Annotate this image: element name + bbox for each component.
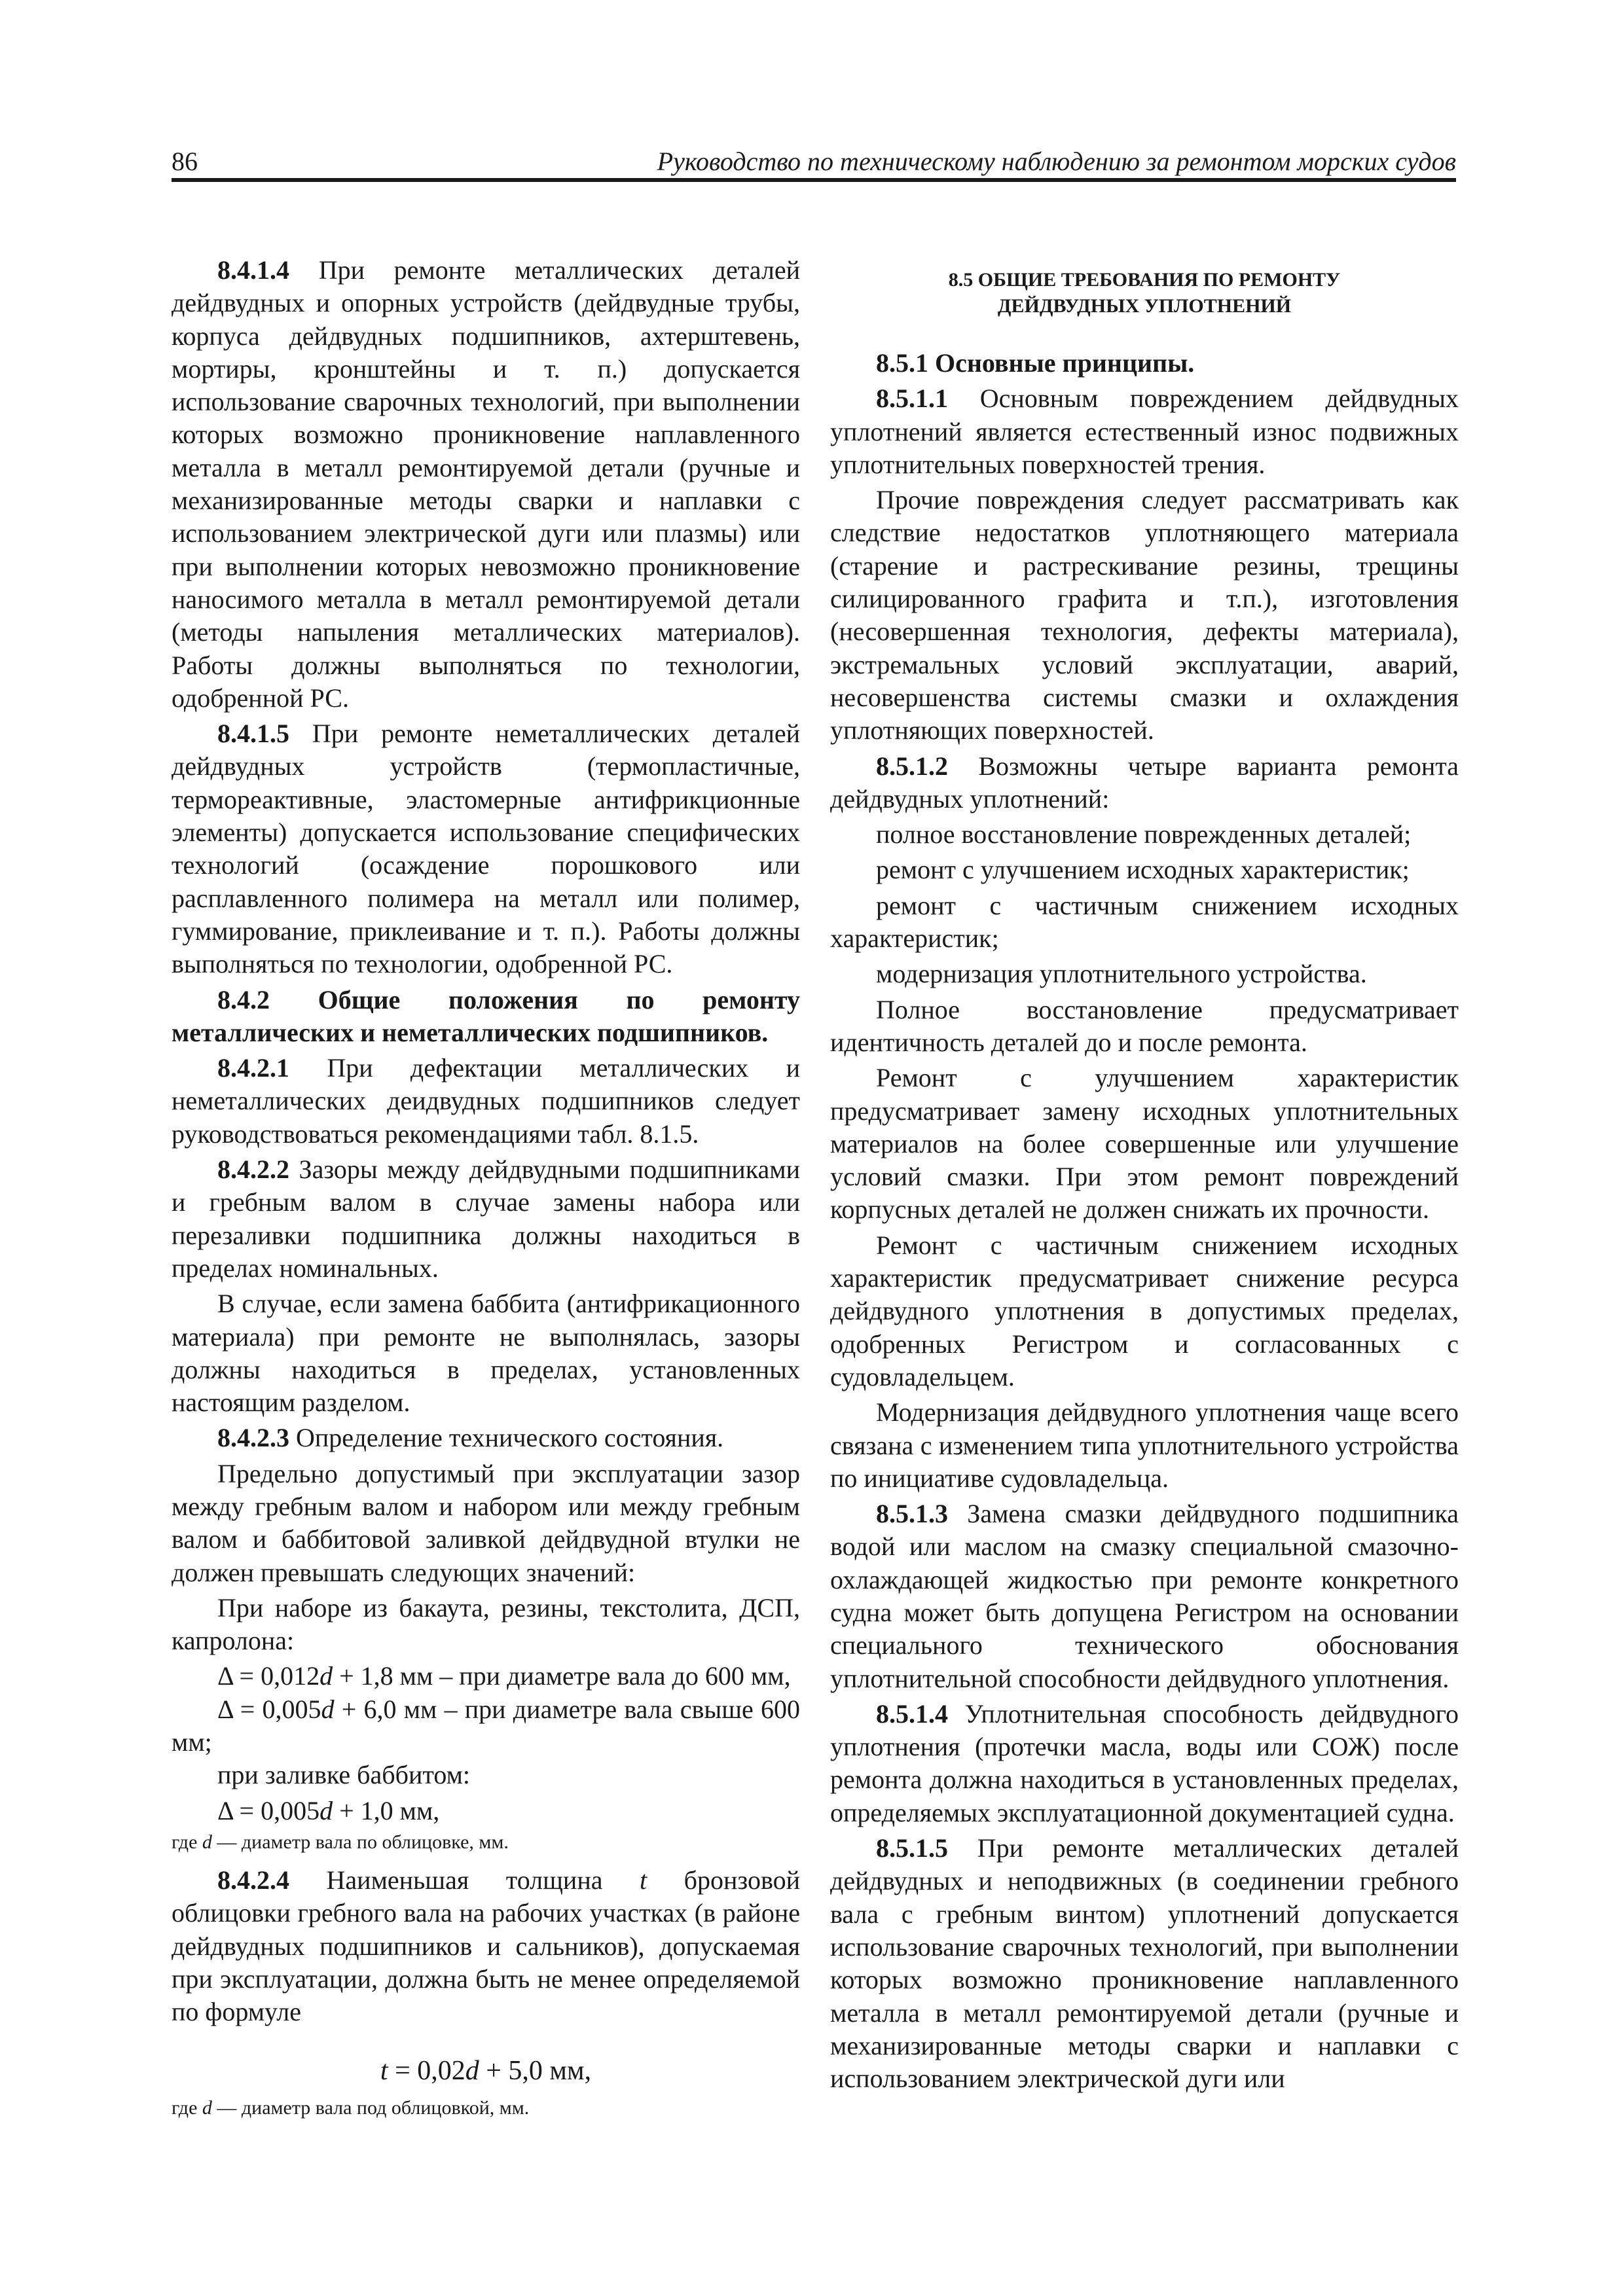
paragraph-8-4-2-3 [172,1422,800,1454]
clause-number: 8.4.1.4 [217,255,289,285]
heading-8-5-1: 8.5.1 Основные принципы. [876,348,1195,378]
paragraph-modernization: Модернизация дейдвудного уплотнения чаще всего связана с изменением типа уплотнительного устройства по инициативе судовладельца. [830,1397,1459,1493]
formula-part: = 0,02 [388,2056,465,2087]
note-part: где [172,2096,202,2119]
list-item: ремонт с улучшением исходных характеристик; [876,855,1410,885]
formula-variable: d [465,2056,479,2087]
clause-number: 8.5.1.4 [876,1698,948,1729]
paragraph-full-restoration: Полное восстановление предусматривает идентичность деталей до и после ремонта. [830,994,1459,1057]
paragraph-8-4-2-2 [172,1153,800,1285]
left-column [172,254,800,2130]
note-part: где [172,1831,202,1853]
paragraph-text: Замена смазки дейдвудного подшипника водой или маслом на смазку специальной смазочно-охлаждающей жидкостью при ремонте конкретного судна может быть допущена Регистром на основании специального технического обоснования уплотнительной способности дейдвудного уплотнения. [830,1499,1459,1693]
formula-variable: d [319,1795,333,1825]
section-title-line: 8.5 ОБЩИЕ ТРЕБОВАНИЯ ПО РЕМОНТУ [948,269,1341,291]
formula-part: + 1,8 мм – при диаметре вала до 600 мм, [333,1661,791,1691]
paragraph-8-5-1-4 [830,1698,1459,1829]
paragraph-reduced-repair: Ремонт с частичным снижением исходных характеристик предусматривает снижение ресурса дейдвудного уплотнения в допустимых пределах, одобренных Регистром и согласованных с судовладельцем. [830,1230,1459,1391]
right-column [830,254,1459,2098]
formula-variable: d [319,1661,333,1691]
formula-clearance-3 [172,1795,800,1827]
clause-number: 8.4.2.2 [217,1155,289,1185]
clause-number: 8.4.2.1 [217,1053,289,1083]
list-item: модернизация уплотнительного устройства. [876,959,1367,989]
paragraph-8-5-1-2 [830,750,1459,816]
paragraph-text: При дефектации металлических и неметаллических деидвудных подшипников следует руководствоваться рекомендациями табл. 8.1.5. [172,1053,800,1149]
clause-number: 8.4.2.3 [217,1423,289,1453]
paragraph-text: Уплотнительная способность дейдвудного уплотнения (протечки масла, воды или СОЖ) после ремонта должна находиться в установленных пределах, определяемых эксплуатационной документацией судна. [830,1698,1459,1827]
clause-number: 8.5.1.2 [876,751,948,781]
paragraph-text: При ремонте металлических деталей дейдвудных и неподвижных (в соединении гребного вала с гребным винтом) уплотнений допускается использование сварочных технологий, при выполнении которых возможно проникновение наплавленного металла в металл ремонтируемой детали (ручные и механизированные методы сварки и наплавки с использованием электрической дуги или [830,1833,1459,2094]
formula-note-2 [172,2094,800,2122]
formula-clearance-2 [172,1693,800,1759]
header-rule [172,178,1456,182]
paragraph-babbitt-fill: при заливке баббитом: [217,1760,470,1790]
formula-part: Δ = 0,012 [217,1661,320,1691]
section-title-8-5 [830,267,1459,319]
heading-8-4-2: 8.4.2 Общие положения по ремонту металлических и неметаллических подшипников. [172,984,800,1047]
paragraph-text: Зазоры между дейдвудными подшипниками и гребным валом в случае замены набора или перезаливки подшипника должны находиться в пределах номинальных. [172,1155,800,1283]
clause-number: 8.4.2.4 [217,1865,289,1895]
paragraph-babbitt: В случае, если замена баббита (антифрикационного материала) при ремонте не выполнялась, зазоры должны находиться в пределах, установленных настоящим разделом. [172,1289,800,1418]
note-part: — диаметр вала под облицовкой, мм. [211,2096,530,2119]
paragraph-8-5-1-1 [830,382,1459,481]
paragraph-text: бронзовой облицовки гребного вала на рабочих участках (в районе дейдвудных подшипников и сальников), допускаемая при эксплуатации, должна быть не менее определяемой по формуле [172,1865,800,2027]
paragraph-8-4-1-4 [172,254,800,715]
paragraph-text: Определение технического состояния. [289,1423,724,1453]
formula-part: + 1,0 мм, [333,1795,440,1825]
list-item: полное восстановление поврежденных деталей; [876,819,1412,850]
paragraph-8-4-2-4 [172,1864,800,2028]
note-variable: d [202,1831,212,1853]
clause-number: 8.5.1.1 [876,384,948,414]
paragraph-clearance: Предельно допустимый при эксплуатации зазор между гребным валом и набором или между гребным валом и баббитовой заливкой дейдвудной втулки не должен превышать следующих значений: [172,1458,800,1587]
clause-number: 8.5.1.3 [876,1499,948,1529]
clause-number: 8.5.1.5 [876,1833,948,1863]
formula-part: Δ = 0,005 [217,1795,320,1825]
paragraph-8-4-2-1 [172,1052,800,1151]
paragraph-8-4-1-5 [172,717,800,980]
paragraph-text: Основным повреждением дейдвудных уплотнений является естественный износ подвижных уплотнительных поверхностей трения. [830,384,1459,479]
formula-part: + 6,0 мм – при диаметре вала свыше 600 мм; [172,1694,801,1757]
page-header [172,145,1456,178]
note-variable: d [202,2096,212,2119]
formula-variable: t [380,2056,388,2087]
paragraph-improved-repair: Ремонт с улучшением характеристик предусматривает замену исходных уплотнительных материалов на более совершенные или улучшение условий смазки. При этом ремонт повреждений корпусных деталей не должен снижать их прочности. [830,1063,1459,1225]
paragraph-variable: t [640,1865,647,1895]
paragraph-other-damage: Прочие повреждения следует рассматривать как следствие недостатков уплотняющего материала (старение и растрескивание резины, трещины силицированного графита и т.п.), изготовления (несовершенная технология, дефекты материала), экстремальных условий эксплуатации, аварий, несовершенства системы смазки и охлаждения уплотняющих поверхностей. [830,485,1459,745]
running-title: Руководство по техническому наблюдению за ремонтом морских судов [657,147,1456,176]
paragraph-text: При ремонте металлических деталей дейдвудных и опорных устройств (дейдвудные трубы, корпуса дейдвудных подшипников, ахтерштевень, мортиры, кронштейны и т. п.) допускается использование сварочных технологий, при выполнении которых возможно проникновение наплавленного металла в металл ремонтируемой детали (ручные и механизированные методы сварки и наплавки с использованием электрической дуги или плазмы) или при выполнении которых невозможно проникновение наносимого металла в металл ремонтируемой детали (методы напыления металлических материалов). Работы должны выполняться по технологии, одобренной РС. [172,255,800,713]
paragraph-text: Наименьшая толщина [289,1865,640,1895]
formula-part: + 5,0 мм, [479,2056,592,2087]
paragraph-text: При ремонте неметаллических деталей дейдвудных устройств (термопластичные, термореактивные, эластомерные антифрикционные элементы) допускается использование специфических технологий (осаждение порошкового или расплавленного полимера на металл или полимер, гуммирование, приклеивание и т. п.). Работы должны выполняться по технологии, одобренной РС. [172,719,800,979]
paragraph-text: Возможны четыре варианта ремонта дейдвудных уплотнений: [830,751,1459,814]
clause-number: 8.4.1.5 [217,719,289,749]
note-part: — диаметр вала по облицовке, мм. [211,1831,509,1853]
formula-note-1 [172,1829,800,1856]
paragraph-8-5-1-5 [830,1832,1459,2095]
paragraph-materials: При наборе из бакаута, резины, текстолита, ДСП, капролона: [172,1592,800,1656]
formula-thickness [172,2054,800,2087]
section-title-line: ДЕЙДВУДНЫХ УПЛОТНЕНИЙ [997,295,1292,317]
formula-clearance-1 [172,1660,800,1693]
list-item: ремонт с частичным снижением исходных характеристик; [830,890,1459,954]
formula-part: Δ = 0,005 [217,1694,321,1724]
formula-variable: d [321,1694,335,1724]
page-number: 86 [172,147,198,176]
paragraph-8-5-1-3 [830,1498,1459,1695]
